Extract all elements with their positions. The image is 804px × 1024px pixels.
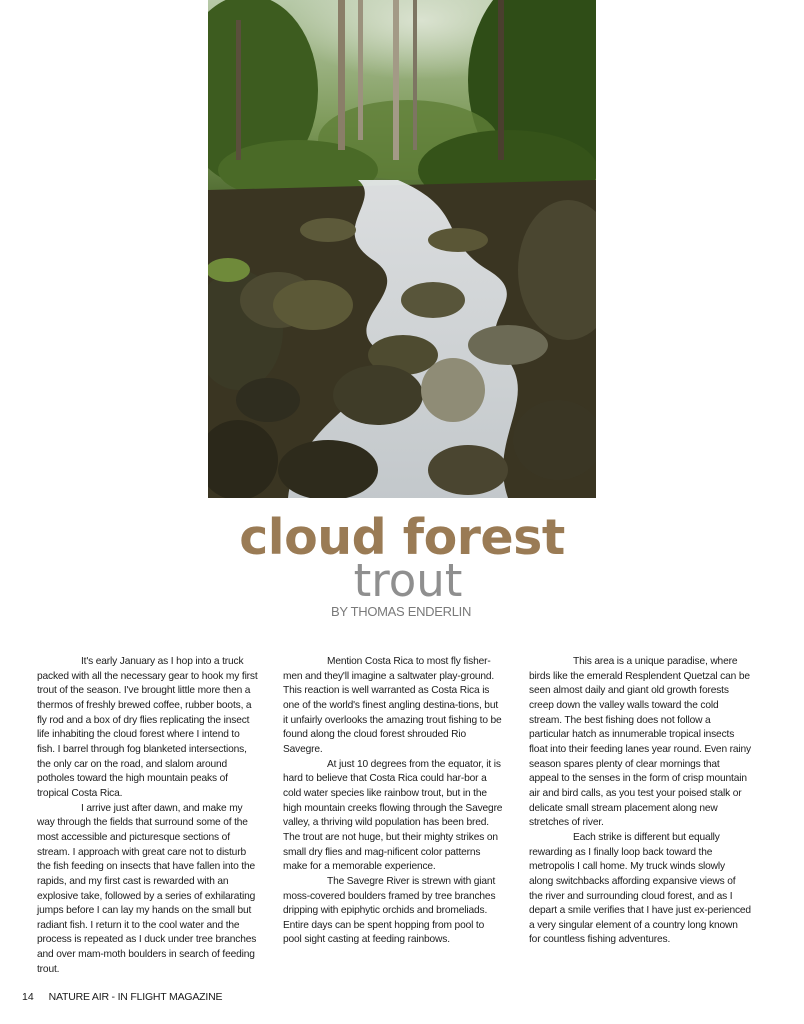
paragraph: Mention Costa Rica to most fly fisher-men and they'll imagine a saltwater play-ground. This reaction is well warranted as Costa Rica is one of the world's finest angling destina-tions, but it unfairly overlooks the amazing trout fishing to be found along the cloud forest shrouded Rio Savegre. (283, 656, 502, 755)
cloud-forest-stream-photo (208, 0, 596, 498)
paragraph: This area is a unique paradise, where birds like the emerald Resplendent Quetzal can be seen almost daily and giant old growth forests creep down the valley walls toward the cold stream. The best fishing does not follow a particular hatch as innumerable tropical insects float into their feeding lanes year round. Even rainy season spares plenty of clear mornings that appeal to the senses in the form of crisp mountain air and bird calls, as you test your poised stalk or delicate small stream placement along new stretches of river. (529, 656, 751, 829)
text-column-3 (529, 655, 751, 948)
paragraph: At just 10 degrees from the equator, it is hard to believe that Costa Rica could har-bor a cold water species like rainbow trout, but in the high mountain creeks flowing through the Savegre valley, a thriving wild population has been bred. The trout are not huge, but their mighty strikes on small dry flies and mag-nificent color patterns make for a memorable experience. (283, 758, 503, 873)
page-number: 14 (22, 991, 34, 1003)
paragraph: Each strike is different but equally rewarding as I finally loop back toward the metropolis I call home. My truck winds slowly along switchbacks affording expansive views of the river and surrounding cloud forest, and as I depart a smile verifies that I have just ex-perienced a very singular element of a country long known for countless fishing adventures. (529, 831, 751, 946)
paragraph: The Savegre River is strewn with giant moss-covered boulders framed by tree branches dripping with epiphytic orchids and bromeliads. Entire days can be spent hopping from pool to pool sight casting at feeding rainbows. (283, 875, 496, 946)
article-subtitle: trout (353, 554, 463, 607)
article-title: cloud forest (239, 509, 565, 566)
paragraph: It's early January as I hop into a truck packed with all the necessary gear to hook my first trout of the season. I've brought little more then a thermos of freshly brewed coffee, rubber boots, a fly rod and a box of dry flies replicating the insect life inhabiting the cloud forest where I intend to fish. I barrel through fog blanketed intersections, the only car on the road, and slalom around potholes toward the high mountain peaks of tropical Costa Rica. (37, 656, 258, 799)
page-footer (22, 991, 222, 1003)
text-column-2 (283, 655, 505, 948)
paragraph: I arrive just after dawn, and make my way through the fields that surround some of the most accessible and picturesque sections of stream. I approach with great care not to disturb the fish feeding on insects that have fallen into the rapids, and my first cast is rewarded with an explosive take, followed by a series of exhilarating jumps before I can lay my hands on the small but radiant fish. I return it to the cool water and the process is repeated as I duck under tree branches and over mam-moth boulders in search of feeding trout. (37, 802, 257, 975)
author-byline: BY THOMAS ENDERLIN (331, 604, 472, 619)
magazine-name: NATURE AIR - IN FLIGHT MAGAZINE (48, 991, 223, 1003)
text-column-1 (37, 655, 259, 977)
